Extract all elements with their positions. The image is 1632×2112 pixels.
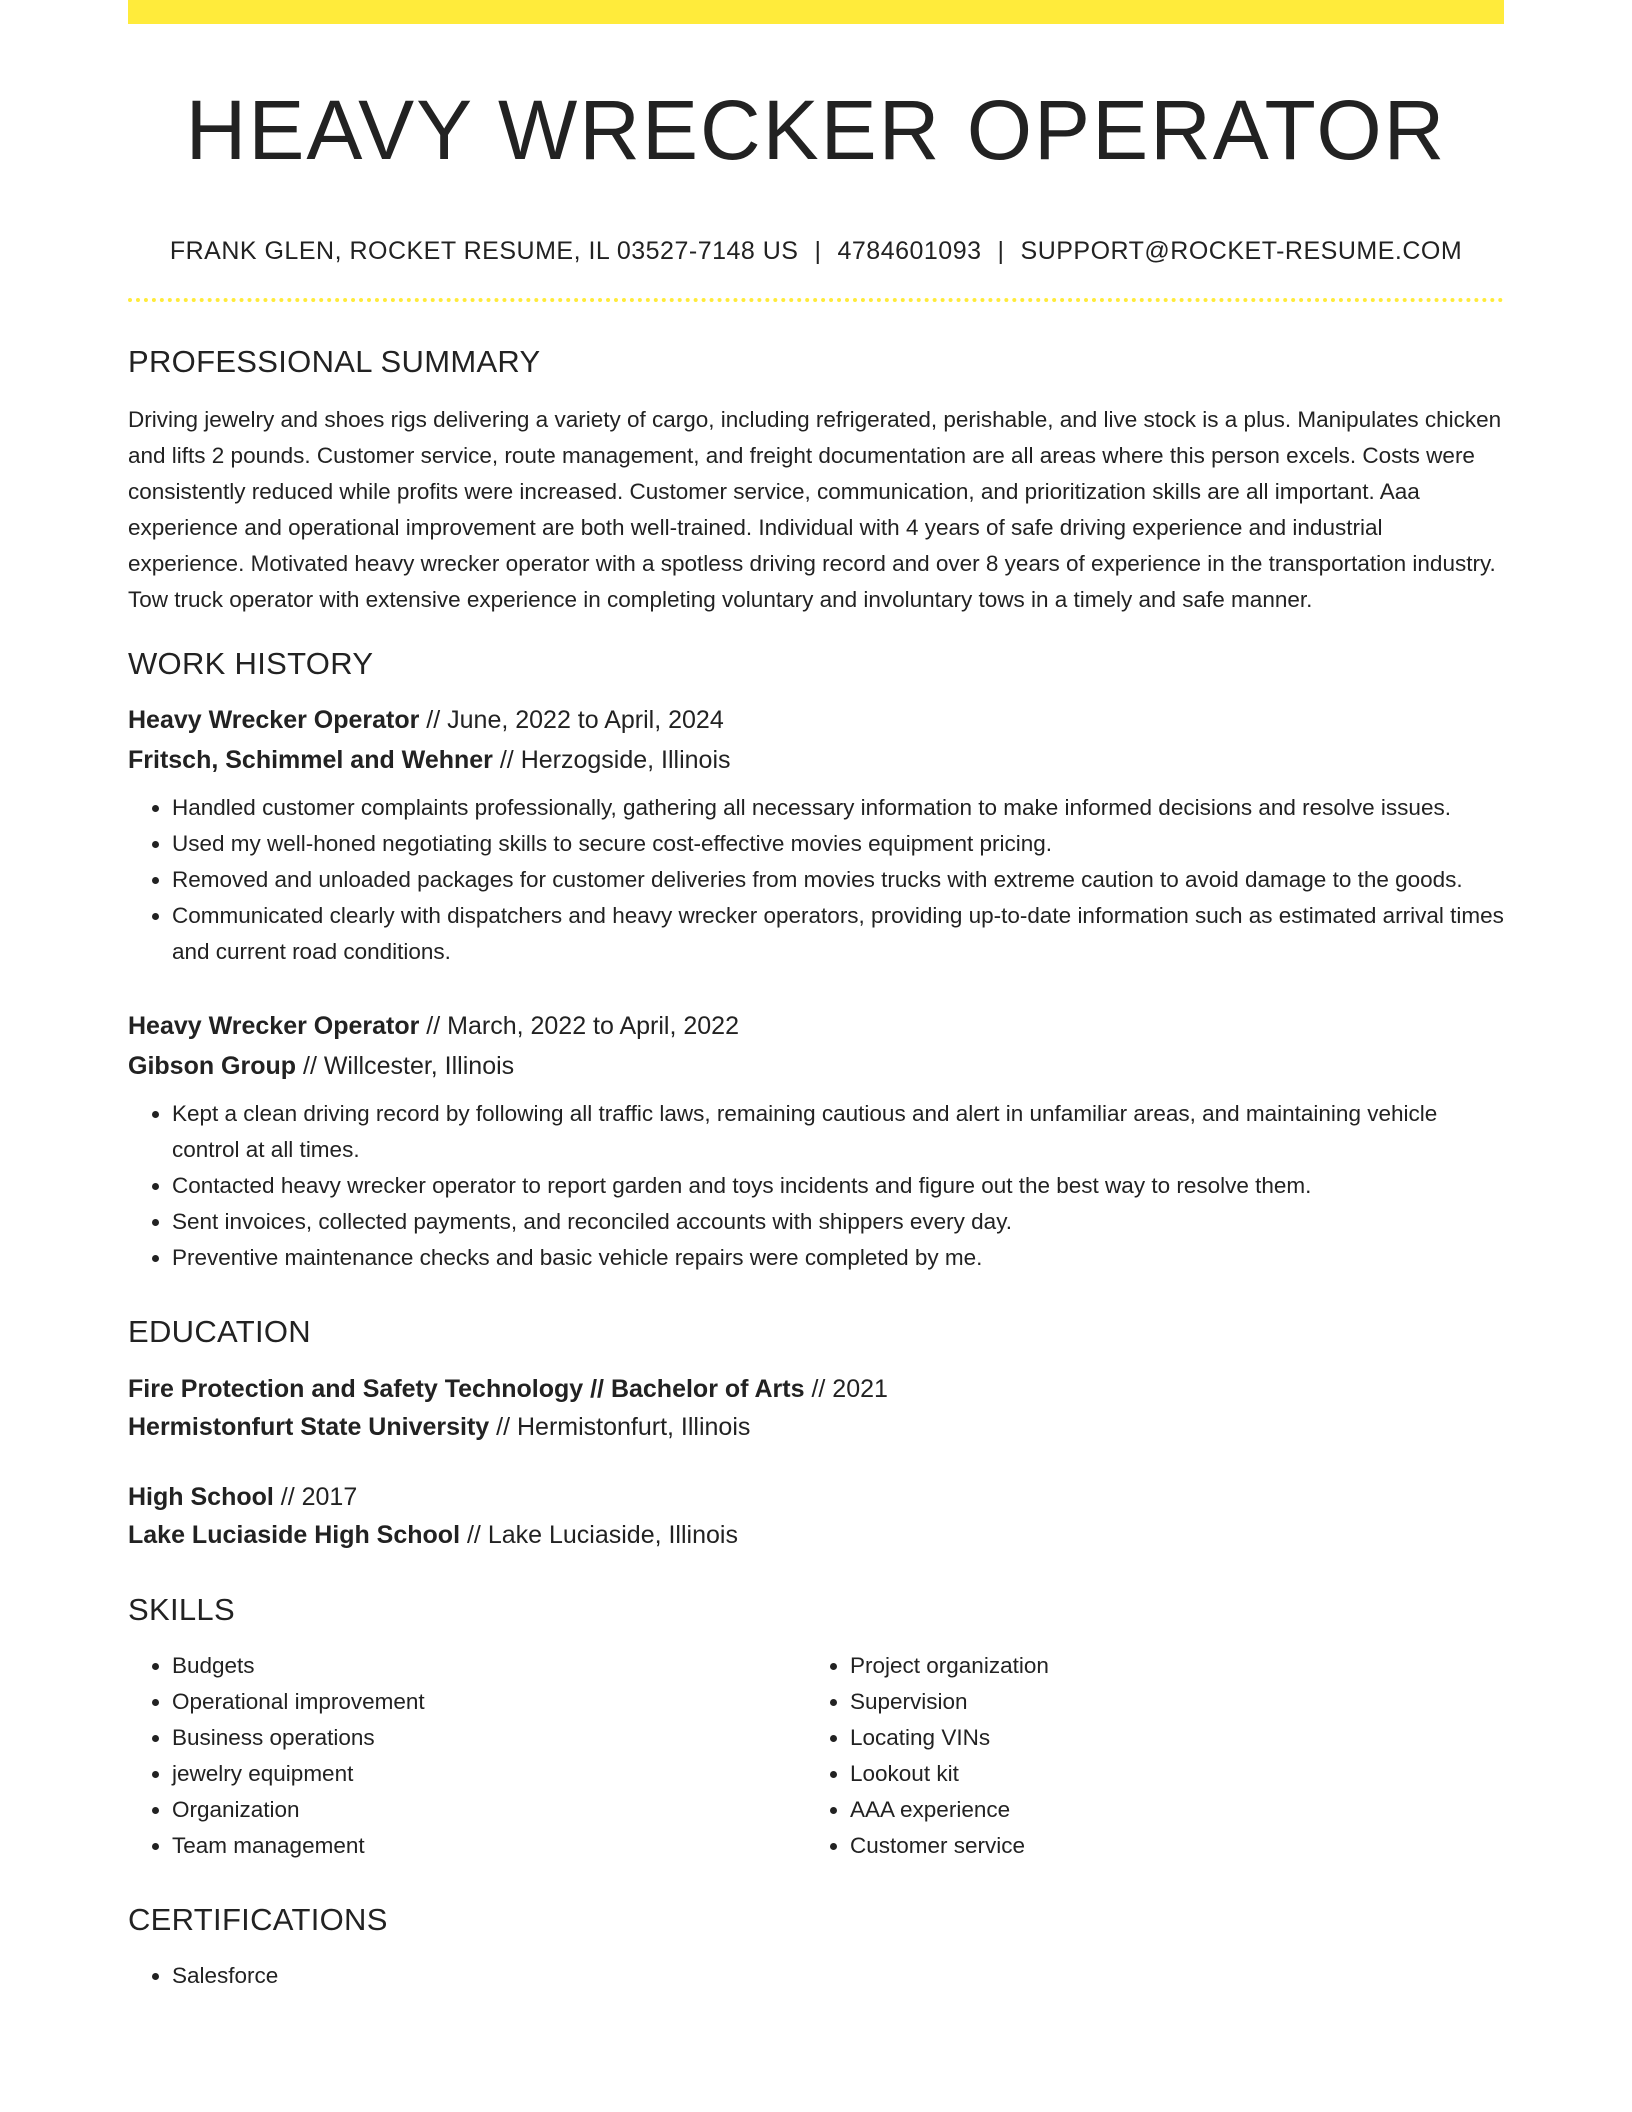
dotted-divider (128, 298, 1504, 302)
skill-item: • Organization (172, 1792, 806, 1828)
job-duties-list (128, 1096, 1504, 1276)
skill-item: • Business operations (172, 1720, 806, 1756)
skill-item: • Lookout kit (850, 1756, 1484, 1792)
job-entry (128, 1006, 1504, 1276)
certifications-block (128, 1958, 1504, 1994)
skill-item: • Locating VINs (850, 1720, 1484, 1756)
education-degree-line (128, 1370, 1504, 1408)
list-item: • Communicated clearly with dispatchers and heavy wrecker operators, providing up-to-date information such as estimated arrival times and current road conditions. (172, 898, 1504, 970)
skill-item: • Team management (172, 1828, 806, 1864)
list-item: • Sent invoices, collected payments, and reconciled accounts with shippers every day. (172, 1204, 1504, 1240)
job-title: Heavy Wrecker Operator (128, 1012, 420, 1040)
skills-list (806, 1648, 1484, 1864)
education-entry (128, 1478, 1504, 1554)
job-location: // Herzogside, Illinois (492, 746, 731, 774)
skill-item: • Supervision (850, 1684, 1484, 1720)
section-heading-education: EDUCATION (128, 1314, 311, 1349)
job-company-line (128, 740, 1504, 780)
skill-item: • Budgets (172, 1648, 806, 1684)
education-school: Hermistonfurt State University (128, 1413, 490, 1441)
education-degree: High School (128, 1483, 274, 1511)
list-item: • Contacted heavy wrecker operator to report garden and toys incidents and figure out the best way to resolve them. (172, 1168, 1504, 1204)
education-entry (128, 1370, 1504, 1446)
resume-title: HEAVY WRECKER OPERATOR (185, 83, 1447, 177)
resume-content (128, 0, 1504, 1994)
skill-item: • AAA experience (850, 1792, 1484, 1828)
certifications-list (128, 1958, 1504, 1994)
contact-line (128, 236, 1504, 266)
skills-column-left (128, 1648, 806, 1864)
skills-column-right (806, 1648, 1484, 1864)
job-duties-list (128, 790, 1504, 970)
list-item: • Preventive maintenance checks and basic vehicle repairs were completed by me. (172, 1240, 1504, 1276)
contact-email: SUPPORT@ROCKET-RESUME.COM (1020, 237, 1463, 265)
job-company: Gibson Group (128, 1052, 297, 1080)
list-item: • Kept a clean driving record by following all traffic laws, remaining cautious and alert in unfamiliar areas, and maintaining vehicle control at all times. (172, 1096, 1504, 1168)
skill-item: • Customer service (850, 1828, 1484, 1864)
section-heading-work-history: WORK HISTORY (128, 646, 374, 681)
education-year: // 2017 (273, 1483, 358, 1511)
job-location: // Willcester, Illinois (296, 1052, 515, 1080)
section-heading-certifications: CERTIFICATIONS (128, 1902, 388, 1937)
skills-grid (128, 1648, 1504, 1864)
education-school-line (128, 1516, 1504, 1554)
job-dates: // June, 2022 to April, 2024 (419, 706, 724, 734)
skill-item: • Operational improvement (172, 1684, 806, 1720)
section-heading-summary: PROFESSIONAL SUMMARY (128, 344, 541, 379)
list-item: • Used my well-honed negotiating skills to secure cost-effective movies equipment pricing. (172, 826, 1504, 862)
certification-item: • Salesforce (172, 1958, 1504, 1994)
education-location: // Hermistonfurt, Illinois (489, 1413, 751, 1441)
contact-address: FRANK GLEN, ROCKET RESUME, IL 03527-7148 US (169, 237, 799, 265)
skills-list (128, 1648, 806, 1864)
contact-separator: | (997, 237, 1005, 265)
job-dates: // March, 2022 to April, 2022 (419, 1012, 739, 1040)
education-degree-line (128, 1478, 1504, 1516)
skill-item: • Project organization (850, 1648, 1484, 1684)
job-title-line (128, 700, 1504, 740)
list-item: • Handled customer complaints professionally, gathering all necessary information to make informed decisions and resolve issues. (172, 790, 1504, 826)
summary-text: Driving jewelry and shoes rigs delivering a variety of cargo, including refrigerated, perishable, and live stock is a plus. Manipulates chicken and lifts 2 pounds. Customer service, route management, and freight documentation are all areas where this person excels. Costs were consistently reduced while profits were increased. Customer service, communication, and prioritization skills are all important. Aaa experience and operational improvement are both well-trained. Individual with 4 years of safe driving experience and industrial experience. Motivated heavy wrecker operator with a spotless driving record and over 8 years of experience in the transportation industry. Tow truck operator with extensive experience in completing voluntary and involuntary tows in a timely and safe manner. (128, 407, 1502, 612)
job-title-line (128, 1006, 1504, 1046)
education-degree: Fire Protection and Safety Technology // Bachelor of Arts (128, 1375, 805, 1403)
education-year: // 2021 (804, 1375, 888, 1403)
skill-item: • jewelry equipment (172, 1756, 806, 1792)
job-entry (128, 700, 1504, 970)
list-item: • Removed and unloaded packages for customer deliveries from movies trucks with extreme caution to avoid damage to the goods. (172, 862, 1504, 898)
education-school-line (128, 1408, 1504, 1446)
job-company-line (128, 1046, 1504, 1086)
section-heading-skills: SKILLS (128, 1592, 235, 1627)
education-school: Lake Luciaside High School (128, 1521, 461, 1549)
contact-separator: | (814, 237, 822, 265)
education-location: // Lake Luciaside, Illinois (460, 1521, 738, 1549)
job-company: Fritsch, Schimmel and Wehner (128, 746, 493, 774)
job-title: Heavy Wrecker Operator (128, 706, 420, 734)
contact-phone: 4784601093 (837, 237, 982, 265)
